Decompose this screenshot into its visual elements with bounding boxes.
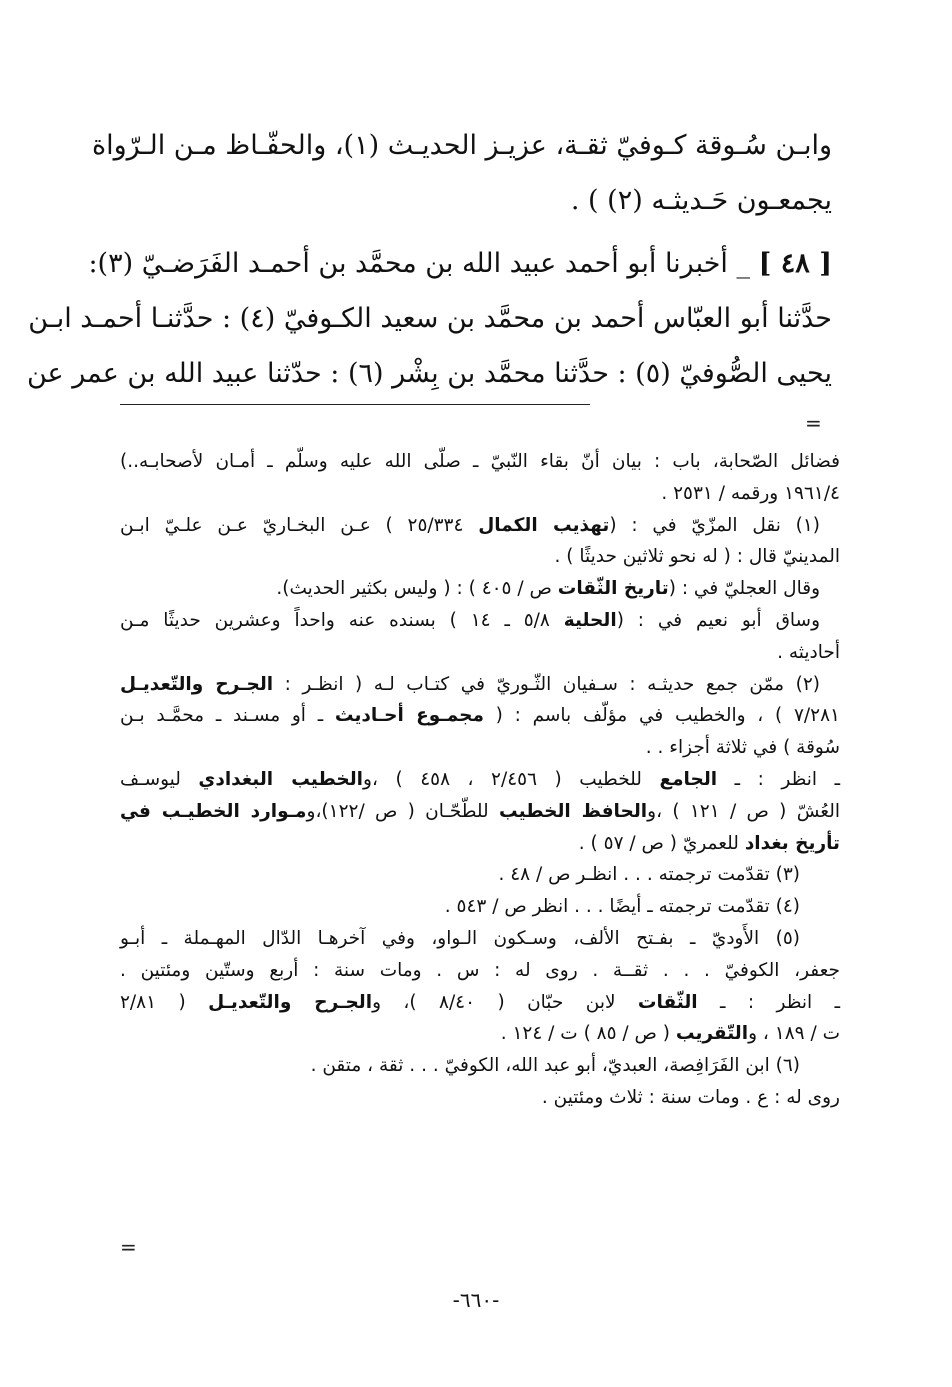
footnote-2 <box>120 669 840 701</box>
continuation-mark: = <box>120 1235 137 1259</box>
footnote-line: سُوقة ) في ثلاثة أجزاء . . <box>645 737 840 759</box>
text: وقال العجليّ في : ( <box>668 578 820 600</box>
hadith-entry-line: حدَّثنا أبو العبّاس أحمد بن محمَّد بن سعيد الكـوفيّ (٤) : حدَّثنـا أحمـد ابـن <box>28 303 832 334</box>
footnote-line <box>120 1018 840 1050</box>
footnote-line <box>120 987 840 1019</box>
footnote-5: (٥) الأَوديّ ـ بفـتح الألف، وسـكون الـواو، وفي آخرهـا الدّال المهـملة ـ أبـو <box>120 927 800 949</box>
book-title: الحافظ الخطيب <box>499 800 648 822</box>
text: ليوسـف <box>120 768 199 790</box>
text: ٢٥/٣٣٤ ) عـن البخـاريّ عـن علـيّ ابـن <box>120 514 479 536</box>
hadith-entry-line: يحيى الصُّوفيّ (٥) : حدَّثنا محمَّد بن بِشْر (٦) : حدّثنا عبيد الله بن عمر عن <box>26 358 832 389</box>
text: وساق أبو نعيم في : ( <box>616 609 820 631</box>
book-title: الجـرح والتّعديـل <box>208 991 373 1013</box>
main-text-line: يجمعـون حَـديثـه (٢) ) . <box>570 185 832 216</box>
book-title: تاريخ الثّقات <box>557 578 669 600</box>
footnote-line: المدينيّ قال : ( له نحو ثلاثين حديثًا ) . <box>554 546 840 568</box>
hadith-entry-line <box>88 236 832 291</box>
footnote-separator <box>120 404 590 405</box>
text: ص / ٤٠٥ ) : ( وليس بكثير الحديث). <box>276 578 558 600</box>
page-number: -٦٦٠- <box>452 1288 500 1312</box>
hadith-entry <box>26 236 832 401</box>
text: ـ انظر : ـ <box>717 768 840 790</box>
text: لابن حبّان ( ٨/٤٠ )، و <box>372 991 638 1013</box>
footnote-line <box>120 764 840 796</box>
text: ( ٢/٨١ <box>120 991 209 1013</box>
book-title: تأريخ بغداد <box>744 832 840 854</box>
footnote-line: فضائل الصّحابة، باب : بيان أنّ بقاء النّبيّ ـ صلّى الله عليه وسلّم ـ أمـان لأصحابـه..) <box>120 451 840 472</box>
book-title: مجمـوع أحـاديث <box>334 705 484 727</box>
footnote-3: (٣) تقدّمت ترجمته . . . انظـر ص / ٤٨ . <box>498 864 800 886</box>
text: ( ص / ٨٥ ) ت / ١٢٤ . <box>500 1023 676 1045</box>
continuation-mark: = <box>805 411 822 435</box>
book-title: الجامع <box>659 768 718 790</box>
text: للطّحّـان ( ص /١٢٢)،و <box>306 800 499 822</box>
main-text-top <box>91 118 832 228</box>
text: العُشّ ( ص / ١٢١ ) ،و <box>647 800 840 822</box>
footnote-line <box>120 573 840 605</box>
book-title: مـوارد الخطيـب في <box>120 800 307 822</box>
footnote-line: أحاديثه . <box>777 641 840 663</box>
footnote-line <box>120 796 840 828</box>
book-title: الخطيب البغدادي <box>198 768 364 790</box>
book-title: الحلية <box>563 609 617 631</box>
footnote-4: (٤) تقدّمت ترجمته ـ أيضًا . . . انظر ص / ٥٤٣ . <box>444 896 800 918</box>
entry-number: [ ٤٨ ] <box>758 248 832 279</box>
book-title: تهذيب الكمال <box>478 514 610 536</box>
book-title: الثّقات <box>637 991 698 1013</box>
text: ـ أو مسـند ـ محمَّـد بـن <box>120 705 335 727</box>
footnote-line <box>120 828 840 860</box>
book-title: التّقريب <box>675 1023 749 1045</box>
footnote-line: جعفر، الكوفيّ . . . ثقــة . روى له : س . ومات سنة : أربع وستّين ومئتين . <box>120 959 840 981</box>
text: ت / ١٨٩ ، و <box>748 1023 840 1045</box>
text: (١) نقل المزّيّ في : ( <box>609 514 821 536</box>
footnote-1 <box>120 510 840 542</box>
footnote-line: روى له : ع . ومات سنة : ثلاث ومئتين . <box>541 1086 840 1108</box>
entry-text: _ أخبرنا أبو أحمد عبيد الله بن محمَّد بن أحمـد الفَرَضـيّ (٣): <box>88 248 751 279</box>
text: للعمريّ ( ص / ٥٧ ) . <box>578 832 745 854</box>
text: ـ انظر : ـ <box>697 991 840 1013</box>
main-text-line: وابـن سُـوقة كـوفيّ ثقـة، عزيـز الحديـث (١)، والحفّـاظ مـن الـرّواة <box>91 130 832 161</box>
text: (٢) ممّن جمع حديثـه : سـفيان الثّـوريّ في كتـاب لـه ( انظـر : <box>273 673 820 695</box>
footnotes <box>120 446 840 1114</box>
text: للخطيب ( ٢/٤٥٦ ، ٤٥٨ ) ،و <box>363 768 660 790</box>
book-title: الجـرح والتّعديـل <box>120 673 274 695</box>
footnote-6: (٦) ابن الفَرَافِصة، العبديّ، أبو عبد الله، الكوفيّ . . . ثقة ، متقن . <box>310 1055 800 1077</box>
text: ٧/٢٨١ ) ، والخطيب في مؤلّف باسم : ( <box>483 705 840 727</box>
text: ٥/٨ ـ ١٤ ) بسنده عنه واحداً وعشرين حديثًا مـن <box>120 609 564 631</box>
footnote-line <box>120 700 840 732</box>
footnote-line: ١٩٦١/٤ ورقمه / ٢٥٣١ . <box>661 482 840 504</box>
footnote-line <box>120 605 840 637</box>
